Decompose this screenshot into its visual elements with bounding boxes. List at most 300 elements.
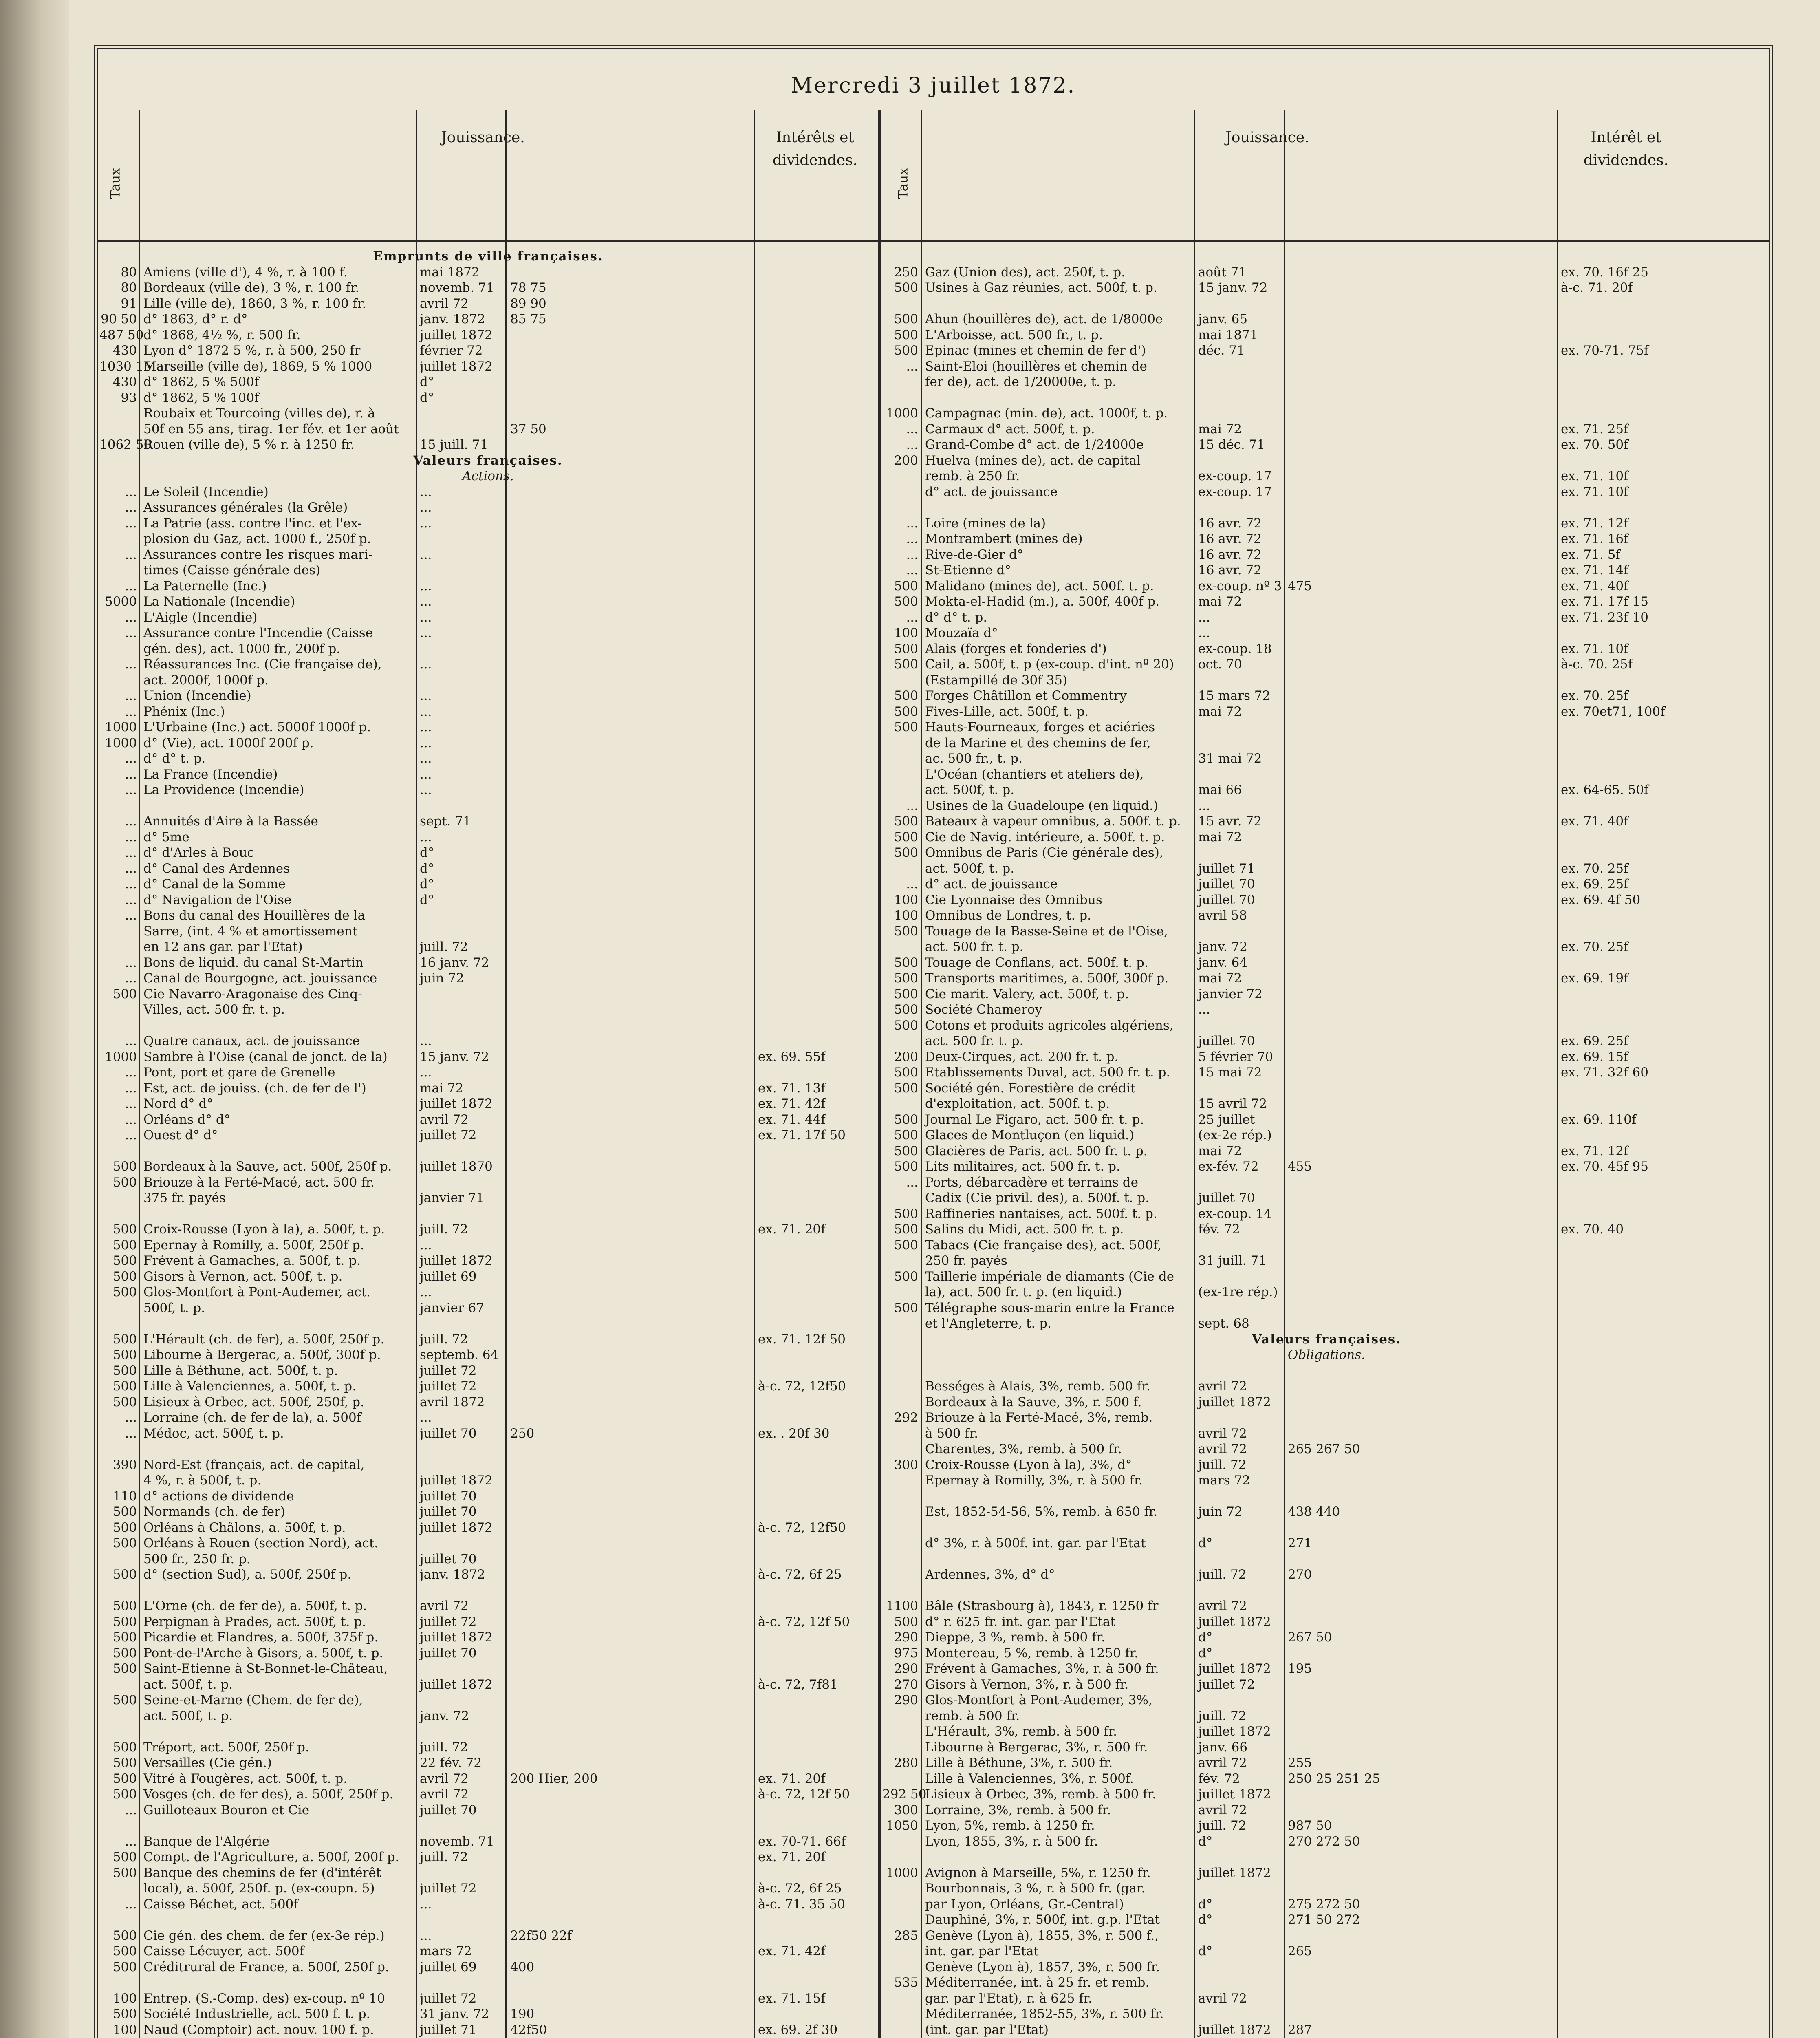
taux-cell: 500 [112,1865,137,1880]
security-name: act. 500f, t. p. [925,783,1015,797]
security-name: Lyon d° 1872 5 %, r. à 500, 250 fr [143,343,361,358]
dividend-cell: ex. . 20f 30 [758,1426,830,1441]
jouissance-cell: mai 72 [1198,594,1242,609]
price-cell: 200 Hier, 200 [510,1771,598,1786]
header-interets-right: Intérêt et dividendes. [1583,129,1669,169]
jouissance-cell: juillet 1872 [1198,1394,1271,1409]
jouissance-cell: (ex-1re rép.) [1198,1285,1278,1299]
dividend-cell: ex. 64-65. 50f [1561,783,1649,797]
jouissance-cell: avril 72 [420,1112,469,1127]
jouissance-cell: 16 avr. 72 [1198,547,1262,562]
quote-row [98,657,878,673]
security-name: d° Navigation de l'Oise [143,892,292,907]
security-name: Journal Le Figaro, act. 500 fr. t. p. [925,1112,1144,1127]
dividend-cell: ex. 71. 12f 50 [758,1332,846,1347]
quote-row [98,359,878,375]
jouissance-cell: ... [420,547,432,562]
security-name: times (Caisse générale des) [143,563,321,578]
section-heading [98,249,878,265]
jouissance-cell: ... [420,735,432,750]
security-name: Caisse Lécuyer, act. 500f [143,1944,304,1959]
price-cell: 275 272 50 [1288,1897,1360,1912]
quote-row [882,1787,1771,1802]
taux-cell: 535 [894,1975,918,1990]
jouissance-cell: avril 72 [420,296,469,311]
taux-cell: 500 [112,1379,137,1394]
quote-row [98,986,878,1002]
security-name: Naud (Comptoir) act. nouv. 100 f. p. [143,2022,374,2037]
jouissance-cell: juillet 1872 [1198,1787,1271,1802]
jouissance-cell: d° [1198,1897,1213,1912]
jouissance-cell: juillet 70 [420,1551,477,1566]
security-name: d° d° t. p. [143,751,206,766]
price-cell: 85 75 [510,312,546,326]
security-name: La France (Incendie) [143,767,278,782]
dividend-cell: ex. 70. 25f [1561,688,1628,703]
security-name: La Nationale (Incendie) [143,594,295,609]
quote-row [882,1943,1771,1959]
quote-row [98,1441,878,1457]
quote-row [882,719,1771,735]
security-name: act. 500f, t. p. [143,1677,233,1692]
price-cell: 475 [1288,578,1312,593]
quote-row [98,1598,878,1614]
jouissance-cell: d° [420,845,434,860]
taux-cell: 500 [894,720,918,734]
quote-row [98,1708,878,1724]
jouissance-cell: juillet 1872 [420,359,493,374]
quote-row [98,908,878,924]
jouissance-cell: 15 mai 72 [1198,1065,1262,1080]
section-subheading [882,1347,1771,1363]
taux-cell: 500 [894,1237,918,1253]
jouissance-cell: ... [1198,798,1210,813]
dividend-cell: à-c. 72, 12f50 [758,1520,846,1535]
taux-cell: 292 50 [882,1787,927,1802]
quote-row [98,1112,878,1128]
quote-row [882,1410,1771,1426]
security-name: Phénix (Inc.) [143,704,225,719]
quote-row [882,1253,1771,1269]
security-name: Lille (ville de), 1860, 3 %, r. 100 fr. [143,296,366,311]
taux-cell: 300 [894,1457,918,1472]
price-cell: 270 [1288,1567,1312,1582]
security-name: Ardennes, 3%, d° d° [925,1567,1055,1582]
quote-row [882,374,1771,390]
price-cell: 89 90 [510,296,546,311]
security-name: Bateaux à vapeur omnibus, a. 500f. t. p. [925,814,1181,829]
jouissance-cell: ... [420,767,432,782]
security-name: Ahun (houillères de), act. de 1/8000e [925,312,1163,326]
jouissance-cell: ... [420,578,432,593]
jouissance-cell: juillet 1872 [1198,1724,1271,1739]
jouissance-cell: juillet 70 [1198,1191,1255,1205]
taux-cell: 500 [894,829,918,845]
quote-row [98,1316,878,1332]
jouissance-cell: oct. 70 [1198,657,1242,672]
quote-row [98,1677,878,1693]
taux-cell: 500 [894,955,918,970]
taux-cell: 91 [121,296,137,311]
quote-row [882,1614,1771,1630]
quote-row [98,406,878,421]
quote-row [98,1740,878,1756]
security-name: 500 fr., 250 fr. p. [143,1551,251,1566]
security-name: Union (Incendie) [143,688,251,703]
security-name: Cie Lyonnaise des Omnibus [925,892,1102,907]
jouissance-cell: d° [1198,1536,1213,1551]
quote-row [98,343,878,359]
quote-row [98,1190,878,1206]
security-name: Malidano (mines de), act. 500f. t. p. [925,578,1154,593]
dividend-cell: ex. 71. 23f 10 [1561,610,1648,625]
security-name: 4 %, r. à 500f, t. p. [143,1473,262,1488]
security-name: Lille à Valenciennes, a. 500f, t. p. [143,1379,356,1394]
security-name: d° 1863, d° r. d° [143,312,248,326]
quote-row [882,249,1771,265]
security-name: Charentes, 3%, remb. à 500 fr. [925,1442,1122,1456]
security-name: Caisse Béchet, act. 500f [143,1897,298,1912]
quote-row [98,1033,878,1049]
jouissance-cell: 15 janv. 72 [420,1049,489,1064]
taux-cell: 500 [112,1944,137,1959]
price-cell: 265 267 50 [1288,1442,1360,1456]
taux-cell: 500 [894,312,918,326]
security-name: Saint-Etienne à St-Bonnet-le-Château, [143,1661,388,1676]
price-cell: 987 50 [1288,1818,1332,1833]
security-name: Sambre à l'Oise (canal de jonct. de la) [143,1049,388,1064]
masthead-date: Mercredi 3 juillet 1872. [791,73,1076,98]
quote-row [98,1159,878,1175]
security-name: fer de), act. de 1/20000e, t. p. [925,375,1117,389]
jouissance-cell: mai 72 [1198,704,1242,719]
quote-row [98,531,878,547]
jouissance-cell: sept. 68 [1198,1316,1249,1331]
taux-cell: 500 [894,704,918,719]
quote-row [882,1190,1771,1206]
jouissance-cell: juillet 70 [420,1802,477,1817]
jouissance-cell: juillet 72 [420,1379,477,1394]
taux-cell: 500 [894,924,918,939]
dividend-cell: ex. 71. 42f [758,1096,826,1111]
jouissance-cell: d° [420,375,434,389]
quote-row [882,1991,1771,2007]
quote-row [882,688,1771,704]
security-name: Bességes à Alais, 3%, remb. 500 fr. [925,1379,1150,1394]
jouissance-cell: avril 72 [420,1787,469,1802]
security-name: Bordeaux à la Sauve, 3%, r. 500 f. [925,1394,1142,1409]
security-name: Raffineries nantaises, act. 500f. t. p. [925,1206,1157,1221]
jouissance-cell: 16 avr. 72 [1198,516,1262,531]
jouissance-cell: janv. 72 [420,1708,469,1723]
jouissance-cell: juillet 1872 [420,1677,493,1692]
taux-cell: 500 [112,986,137,1001]
quote-row [98,484,878,500]
quote-row [98,704,878,720]
quote-row [882,1112,1771,1128]
jouissance-cell: juill. 72 [420,1740,468,1755]
taux-cell: 500 [112,1661,137,1676]
quote-row [98,1394,878,1410]
security-name: local), a. 500f, 250f. p. (ex-coupn. 5) [143,1881,375,1896]
security-name: Lille à Béthune, 3%, r. 500 fr. [925,1756,1113,1770]
quote-row [882,1284,1771,1300]
security-name: Assurances contre les risques mari- [143,547,373,562]
quote-row [882,421,1771,437]
taux-cell: 500 [112,1348,137,1362]
taux-cell: ... [125,877,137,891]
jouissance-cell: ... [420,1928,432,1943]
quote-row [98,2006,878,2022]
security-name: Quatre canaux, act. de jouissance [143,1034,360,1048]
jouissance-cell: d° [420,390,434,405]
quote-row [882,1441,1771,1457]
quote-row [98,688,878,704]
taux-cell: 500 [112,1959,137,1974]
security-name: Avignon à Marseille, 5%, r. 1250 fr. [925,1865,1151,1880]
security-name: Montereau, 5 %, remb. à 1250 fr. [925,1645,1139,1661]
security-name: Glaces de Montluçon (en liquid.) [925,1128,1134,1143]
taux-cell: 500 [112,1175,137,1190]
quote-row [882,1771,1771,1787]
taux-cell: 500 [112,1363,137,1378]
security-name: act. 500 fr. t. p. [925,940,1024,954]
taux-cell: ... [125,657,137,672]
taux-cell: 500 [112,1630,137,1645]
taux-cell: 500 [894,1128,918,1143]
security-name: Forges Châtillon et Commentry [925,688,1127,703]
security-name: Guilloteaux Bouron et Cie [143,1802,310,1817]
taux-cell: 500 [894,971,918,986]
dividend-cell: ex. 71. 16f [1561,532,1628,546]
security-name: Compt. de l'Agriculture, a. 500f, 200f p. [143,1850,399,1864]
security-name: Salins du Midi, act. 500 fr. t. p. [925,1222,1124,1237]
jouissance-cell: juin 72 [420,971,464,986]
taux-cell: 500 [112,1599,137,1613]
taux-cell: ... [125,1112,137,1127]
security-name: Glacières de Paris, act. 500 fr. t. p. [925,1143,1148,1158]
security-name: Médoc, act. 500f, t. p. [143,1426,284,1441]
quote-row [98,782,878,798]
jouissance-cell: fév. 72 [1198,1222,1240,1237]
quote-row [98,1865,878,1881]
quote-row [98,1206,878,1222]
jouissance-cell: (ex-2e rép.) [1198,1128,1272,1143]
taux-cell: 500 [112,1269,137,1284]
dividend-cell: ex. 70. 45f 95 [1561,1159,1648,1174]
taux-cell: ... [125,1065,137,1080]
quote-row [98,265,878,280]
security-name: remb. à 500 fr. [925,1708,1020,1723]
stock-quotation-sheet [94,45,1773,2038]
quote-row [882,1489,1771,1504]
dividend-cell: ex. 69. 4f 50 [1561,892,1641,907]
taux-cell: ... [906,563,918,578]
quote-row [98,1457,878,1473]
taux-cell: 1000 [886,1865,918,1880]
jouissance-cell: ex-coup. 17 [1198,469,1272,483]
security-name: Bons de liquid. du canal St-Martin [143,955,364,970]
quote-row [98,421,878,437]
quote-row [882,625,1771,641]
dividend-cell: à-c. 72, 6f 25 [758,1881,842,1896]
taux-cell: 500 [894,1159,918,1174]
security-name: Briouze à la Ferté-Macé, act. 500 fr. [143,1175,375,1190]
security-name: Lyon, 5%, remb. à 1250 fr. [925,1818,1095,1833]
quote-row [98,1802,878,1818]
price-cell: 37 50 [510,421,546,437]
quote-row [98,1834,878,1850]
jouissance-cell: ex-coup. 17 [1198,484,1272,499]
jouissance-cell: avril 72 [420,1771,469,1786]
taux-cell: ... [125,704,137,719]
quote-row [98,673,878,688]
jouissance-cell: juillet 1872 [420,1096,493,1111]
quote-row [882,829,1771,845]
taux-cell: 250 [894,265,918,280]
taux-cell: 500 [894,1614,918,1629]
page-binding-edge [0,0,69,2038]
quote-row [882,1206,1771,1222]
quote-row [882,280,1771,296]
quote-row [882,876,1771,892]
quote-row [882,343,1771,359]
security-name: L'Hérault, 3%, remb. à 500 fr. [925,1724,1117,1739]
taux-cell: 500 [112,1756,137,1770]
taux-cell: 100 [112,2022,137,2037]
price-cell: 438 440 [1288,1504,1340,1519]
price-cell: 195 [1288,1661,1312,1676]
taux-cell: ... [125,845,137,860]
security-name: (int. gar. par l'Etat) [925,2022,1049,2037]
taux-cell: 500 [894,1018,918,1033]
security-name: d° 1862, 5 % 500f [143,375,259,389]
security-name: d° 3%, r. à 500f. int. gar. par l'Etat [925,1536,1146,1551]
security-name: Rouen (ville de), 5 % r. à 1250 fr. [143,437,355,452]
quote-row [882,970,1771,986]
quote-row [882,1300,1771,1316]
taux-cell: 285 [894,1928,918,1943]
quote-row [882,1363,1771,1379]
jouissance-cell: 31 juill. 71 [1198,1253,1267,1268]
security-name: 50f en 55 ans, tirag. 1er fév. et 1er août [143,421,399,437]
quote-row [882,406,1771,421]
taux-cell: ... [125,829,137,845]
jouissance-cell: 15 juill. 71 [420,437,488,452]
quote-row [882,547,1771,563]
security-name: Perpignan à Prades, act. 500f, t. p. [143,1614,366,1629]
taux-cell: 100 [112,1991,137,2006]
security-name: act. 500f, t. p. [925,861,1015,876]
security-name: Villes, act. 500 fr. t. p. [143,1002,285,1017]
jouissance-cell: ... [420,688,432,703]
price-cell: 271 50 272 [1288,1912,1360,1927]
jouissance-cell: juillet 70 [1198,892,1255,907]
security-name: Transports maritimes, a. 500f, 300f p. [925,971,1169,986]
security-name: Epernay à Romilly, a. 500f, 250f p. [143,1237,364,1253]
quote-row [98,374,878,390]
jouissance-cell: juillet 1872 [420,1630,493,1645]
quote-row [882,1535,1771,1551]
taux-cell: 100 [894,626,918,640]
quote-row [882,1222,1771,1237]
quote-row [98,1912,878,1928]
jouissance-cell: juill. 72 [1198,1708,1247,1723]
quote-row [98,1363,878,1379]
taux-cell: 292 [894,1410,918,1425]
quote-row [882,531,1771,547]
taux-cell: 90 50 [101,312,137,326]
security-name: Le Soleil (Incendie) [143,484,269,499]
dividend-cell: à-c. 72, 7f81 [758,1677,838,1692]
quote-row [882,1426,1771,1442]
security-name: Nord d° d° [143,1096,213,1111]
security-name: Lyon, 1855, 3%, r. à 500 fr. [925,1834,1098,1849]
jouissance-cell: juillet 71 [1198,861,1255,876]
dividend-cell: ex. 70. 16f 25 [1561,265,1648,280]
taux-cell: 390 [112,1457,137,1472]
quote-row [98,1535,878,1551]
security-name: Société gén. Forestière de crédit [925,1081,1136,1096]
header-taux-right: Taux [895,168,910,199]
taux-cell: ... [906,547,918,562]
security-name: Huelva (mines de), act. de capital [925,453,1141,468]
quote-row [882,939,1771,955]
jouissance-cell: juill. 72 [1198,1457,1247,1472]
price-cell: 271 [1288,1536,1312,1551]
quote-row [98,1347,878,1363]
section-title: Obligations. [1287,1348,1366,1362]
security-name: act. 2000f, 1000f p. [143,673,269,688]
taux-cell: 500 [894,280,918,295]
quote-row [882,1065,1771,1081]
taux-cell: 110 [112,1489,137,1504]
security-name: Nord-Est (français, act. de capital, [143,1457,365,1472]
security-name: Banque des chemins de fer (d'intérêt [143,1865,381,1880]
quote-row [98,767,878,783]
jouissance-cell: avril 72 [1198,1442,1247,1456]
quote-row [98,1143,878,1159]
quote-row [98,1018,878,1034]
security-name: Alais (forges et fonderies d') [925,641,1107,656]
dividend-cell: ex. 69. 25f [1561,877,1628,891]
jouissance-cell: juillet 70 [1198,1034,1255,1048]
jouissance-cell: ... [420,657,432,672]
quote-row [98,1975,878,1991]
quote-row [882,1630,1771,1645]
taux-cell: 1000 [886,406,918,421]
quote-row [882,1692,1771,1708]
price-cell: 400 [510,1959,535,1974]
quote-row [98,1237,878,1253]
quote-row [98,594,878,610]
jouissance-cell: d° [1198,1630,1213,1645]
quote-row [98,1096,878,1112]
security-name: d° (section Sud), a. 500f, 250f p. [143,1567,352,1582]
quote-row [882,1018,1771,1034]
taux-cell: ... [125,1034,137,1048]
jouissance-cell: juillet 72 [420,1991,477,2006]
security-name: plosion du Gaz, act. 1000 f., 250f p. [143,532,371,546]
security-name: Gaz (Union des), act. 250f, t. p. [925,265,1126,280]
quote-row [98,1049,878,1065]
jouissance-cell: d° [1198,1944,1213,1959]
taux-cell: 500 [112,1740,137,1755]
dividend-cell: ex. 71. 32f 60 [1561,1065,1648,1080]
security-name: Fives-Lille, act. 500f, t. p. [925,704,1089,719]
security-name: Assurance contre l'Incendie (Caisse [143,626,373,640]
taux-cell: 500 [112,1645,137,1661]
